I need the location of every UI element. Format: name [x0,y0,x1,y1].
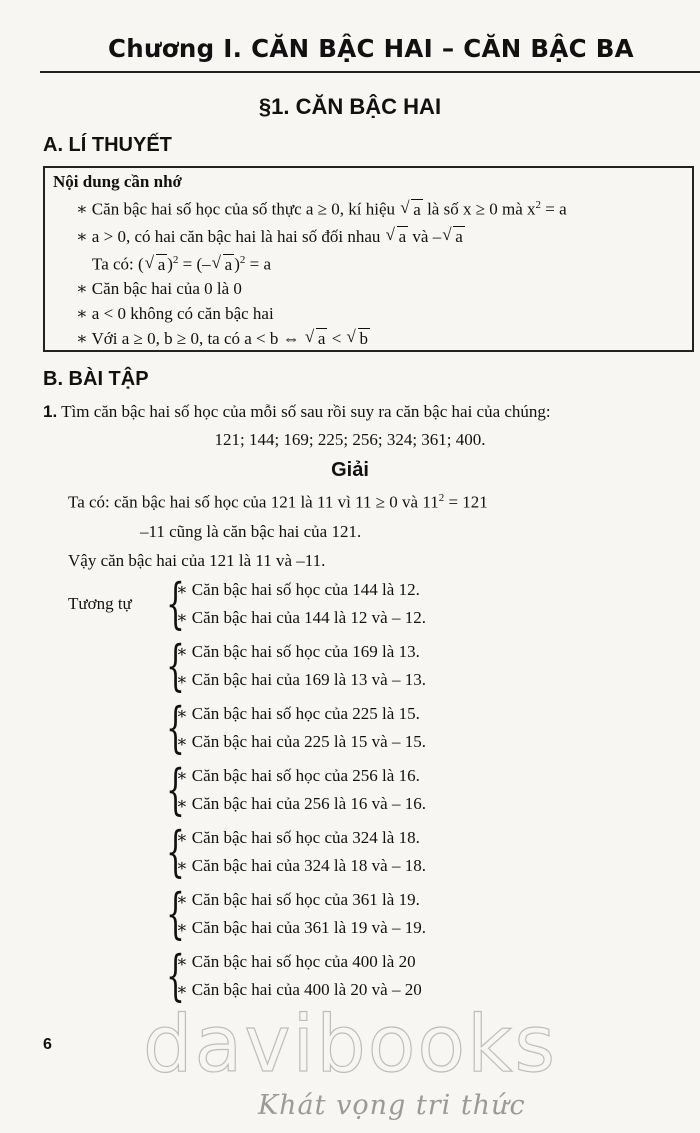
solution-line-2: –11 cũng là căn bậc hai của 121. [140,522,362,541]
chapter-title: Chương I. CĂN BẬC HAI – CĂN BẬC BA [108,34,634,63]
page-number: 6 [43,1036,52,1053]
pair-line-roots: ∗ Căn bậc hai của 256 là 16 và – 16. [176,794,426,813]
pair-line-arithmetic: ∗ Căn bậc hai số học của 144 là 12. [176,580,420,599]
brace-icon: { [166,696,185,759]
brace-icon: { [166,820,185,883]
theory-line-1: ∗ Căn bậc hai số học của số thực a ≥ 0, kí hiệu √ a là số x ≥ 0 mà $x^2 = a$ [76,199,567,220]
exercises-heading: B. BÀI TẬP [43,368,149,390]
number-list: 121; 144; 169; 225; 256; 324; 361; 400. [214,430,486,449]
pair-line-roots: ∗ Căn bậc hai của 225 là 15 và – 15. [176,732,426,751]
pair-line-roots: ∗ Căn bậc hai của 324 là 18 và – 18. [176,856,426,875]
similar-label: Tương tự [68,594,132,613]
pair-line-arithmetic: ∗ Căn bậc hai số học của 400 là 20 [176,952,416,971]
problem-1: 1. Tìm căn bậc hai số học của mỗi số sau rồi suy ra căn bậc hai của chúng: [43,402,551,421]
pair-line-roots: ∗ Căn bậc hai của 361 là 19 và – 19. [176,918,426,937]
chapter-rule [40,71,700,73]
pair-line-arithmetic: ∗ Căn bậc hai số học của 169 là 13. [176,642,420,661]
section-title: §1. CĂN BẬC HAI [258,94,442,119]
pair-line-roots: ∗ Căn bậc hai của 400 là 20 và – 20 [176,980,422,999]
theory-line-2: ∗ a > 0, có hai căn bậc hai là hai số đối nhau √ a và –√ a [76,227,465,247]
theory-line-4: ∗ Căn bậc hai của 0 là 0 [76,279,242,298]
solution-line-1: Ta có: căn bậc hai số học của 121 là 11 vì 11 ≥ 0 và $11^2 = 121$ [68,492,488,512]
brace-icon: { [166,572,185,635]
sqrt-symbol: √ a [401,200,423,220]
theory-line-6: ∗ Với a ≥ 0, b ≥ 0, ta có a < b ⇔ √ a < √ b [76,329,370,349]
pair-line-roots: ∗ Căn bậc hai của 169 là 13 và – 13. [176,670,426,689]
watermark-tagline: Khát vọng tri thức [258,1090,526,1121]
pair-line-roots: ∗ Căn bậc hai của 144 là 12 và – 12. [176,608,426,627]
theory-line-5: ∗ a < 0 không có căn bậc hai [76,304,274,323]
watermark-logo: davibooks [143,1000,557,1090]
theory-line-3: Ta có: (√ a )$^2$ = (–√ a )$^2$ = a [92,254,271,275]
pair-line-arithmetic: ∗ Căn bậc hai số học của 361 là 19. [176,890,420,909]
brace-icon: { [166,758,185,821]
pair-line-arithmetic: ∗ Căn bậc hai số học của 225 là 15. [176,704,420,723]
theory-heading: A. LÍ THUYẾT [43,134,172,156]
brace-icon: { [166,944,185,1007]
brace-icon: { [166,882,185,945]
brace-icon: { [166,634,185,697]
box-title: Nội dung cần nhớ [53,172,182,191]
solution-line-3: Vậy căn bậc hai của 121 là 11 và –11. [68,551,326,570]
pair-line-arithmetic: ∗ Căn bậc hai số học của 324 là 18. [176,828,420,847]
pair-line-arithmetic: ∗ Căn bậc hai số học của 256 là 16. [176,766,420,785]
solution-label: Giải [331,459,369,481]
